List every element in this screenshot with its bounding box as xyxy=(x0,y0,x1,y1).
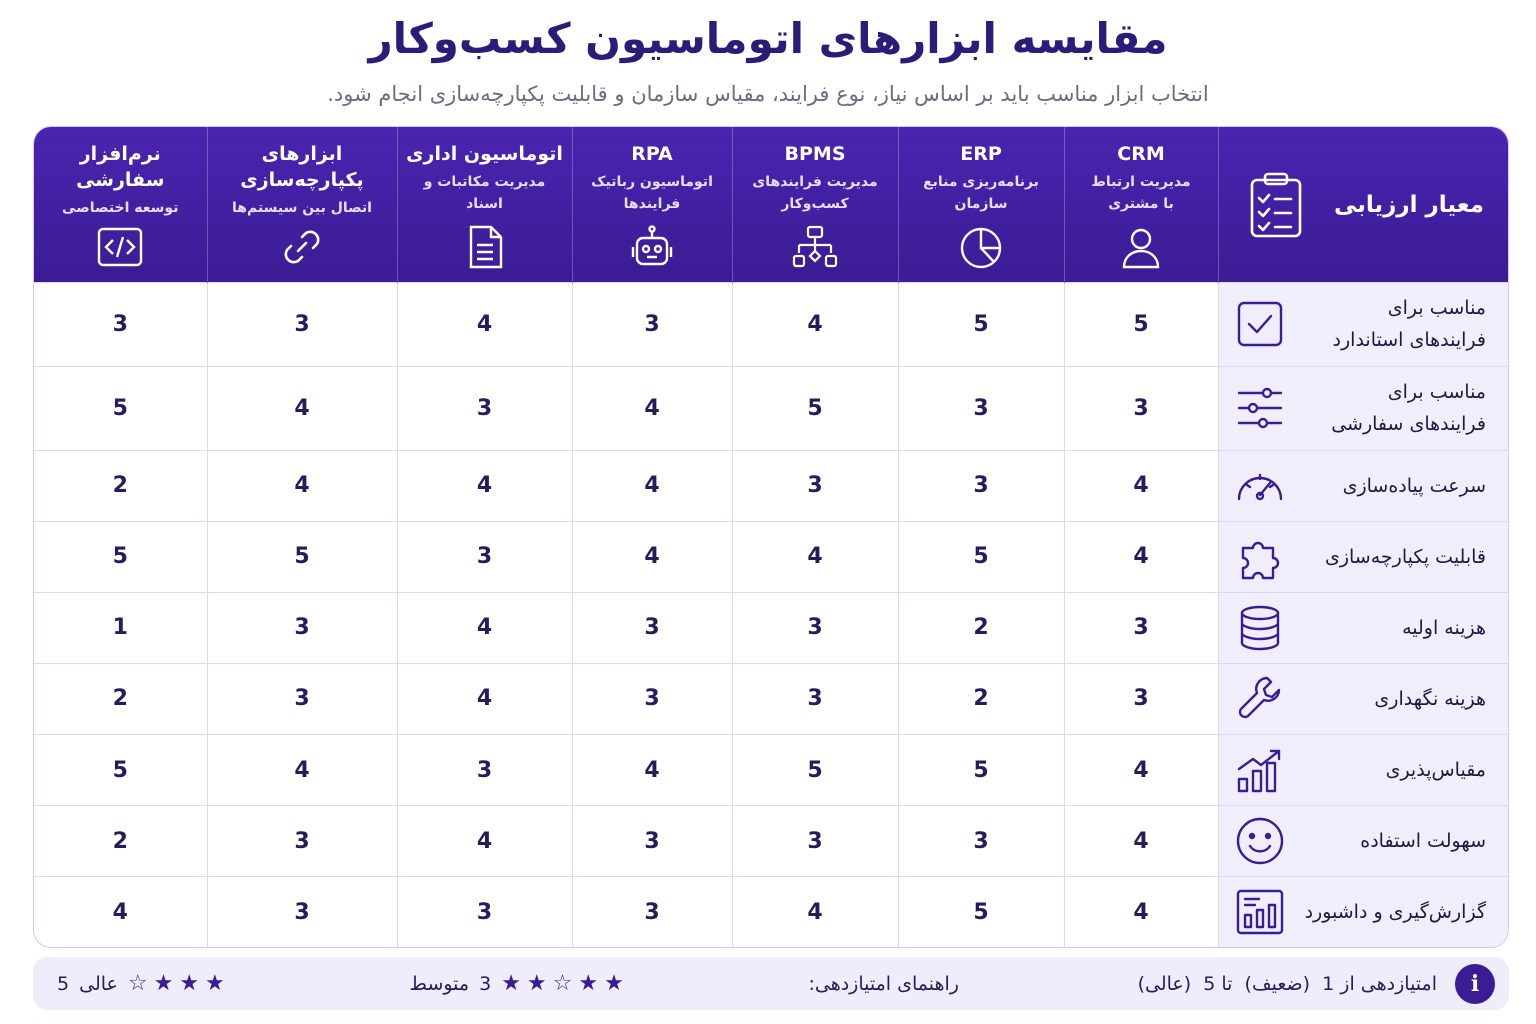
smiley-icon xyxy=(1233,814,1287,868)
table-row xyxy=(34,366,1508,450)
score-cell: 3 xyxy=(207,283,397,367)
document-icon xyxy=(461,223,509,271)
score-cell: 5 xyxy=(1064,283,1218,367)
score-cell: 3 xyxy=(572,663,732,734)
score-cell: 4 xyxy=(732,521,898,592)
score-cell: 5 xyxy=(34,735,207,806)
column-header-custom-software xyxy=(34,127,207,283)
column-header-bpms xyxy=(732,127,898,283)
medium-stars: ★★☆★★ xyxy=(501,971,630,996)
score-cell: 4 xyxy=(397,663,572,734)
score-cell: 4 xyxy=(572,450,732,521)
score-cell: 3 xyxy=(397,877,572,947)
score-cell: 4 xyxy=(1064,735,1218,806)
criteria-label: مناسب برای فرایندهای سفارشی xyxy=(1331,381,1486,436)
criteria-cell xyxy=(1218,806,1508,877)
criteria-cell xyxy=(1218,283,1508,367)
pie-chart-icon xyxy=(957,223,1005,271)
score-cell: 4 xyxy=(34,877,207,947)
score-cell: 3 xyxy=(898,366,1064,450)
column-title: ابزارهای پکپارچه‌سازی xyxy=(240,143,364,191)
table-row xyxy=(34,283,1508,367)
score-cell: 3 xyxy=(572,283,732,367)
scoring-legend xyxy=(33,957,1509,1010)
score-cell: 4 xyxy=(207,735,397,806)
column-subtitle: اتصال بین سیستم‌ها xyxy=(232,200,372,216)
criteria-label: سهولت استفاده xyxy=(1360,830,1486,853)
score-cell: 4 xyxy=(572,366,732,450)
user-icon xyxy=(1117,223,1165,271)
score-cell: 2 xyxy=(34,663,207,734)
score-cell: 4 xyxy=(397,450,572,521)
criteria-header-label: معیار ارزیابی xyxy=(1333,191,1484,218)
criteria-label: مقیاس‌پذیری xyxy=(1385,759,1486,782)
score-cell: 5 xyxy=(34,521,207,592)
sliders-icon xyxy=(1233,381,1287,435)
scale-text: امتیازدهی از 1 (ضعیف) تا 5 (عالی) xyxy=(1137,972,1437,995)
column-title: اتوماسیون اداری xyxy=(406,143,563,165)
speedometer-icon xyxy=(1233,459,1287,513)
column-subtitle: توسعه اختصاصی xyxy=(62,200,179,216)
score-cell: 4 xyxy=(572,521,732,592)
score-cell: 4 xyxy=(1064,521,1218,592)
score-cell: 3 xyxy=(732,592,898,663)
excellent-rating xyxy=(57,971,231,996)
column-title: RPA xyxy=(631,143,673,165)
criteria-cell xyxy=(1218,735,1508,806)
comparison-table xyxy=(33,126,1509,948)
column-title: CRM xyxy=(1117,143,1165,165)
score-cell: 2 xyxy=(898,592,1064,663)
criteria-cell xyxy=(1218,521,1508,592)
score-cell: 4 xyxy=(1064,450,1218,521)
process-flow-icon xyxy=(791,223,839,271)
table-row xyxy=(34,735,1508,806)
score-cell: 3 xyxy=(207,877,397,947)
score-cell: 4 xyxy=(732,283,898,367)
score-cell: 5 xyxy=(898,521,1064,592)
score-cell: 3 xyxy=(572,592,732,663)
score-cell: 2 xyxy=(34,806,207,877)
score-cell: 3 xyxy=(397,735,572,806)
medium-rating xyxy=(409,971,629,996)
score-cell: 5 xyxy=(898,877,1064,947)
guide-label: راهنمای امتیازدهی: xyxy=(808,972,959,995)
score-cell: 3 xyxy=(207,592,397,663)
score-cell: 3 xyxy=(898,450,1064,521)
column-title: BPMS xyxy=(784,143,846,165)
excellent-label: عالی xyxy=(79,972,118,995)
score-cell: 3 xyxy=(207,806,397,877)
score-cell: 5 xyxy=(898,283,1064,367)
criteria-cell xyxy=(1218,450,1508,521)
score-cell: 1 xyxy=(34,592,207,663)
criteria-header xyxy=(1218,127,1508,283)
score-cell: 3 xyxy=(732,806,898,877)
page-title: مقایسه ابزارهای اتوماسیون کسب‌وکار xyxy=(368,14,1168,63)
score-cell: 5 xyxy=(898,735,1064,806)
table-row xyxy=(34,521,1508,592)
criteria-cell xyxy=(1218,877,1508,947)
column-header-integration-tools xyxy=(207,127,397,283)
checkbox-icon xyxy=(1233,297,1287,351)
wrench-icon xyxy=(1233,672,1287,726)
medium-value: 3 xyxy=(479,972,492,995)
excellent-stars: ★★★☆ xyxy=(127,971,231,996)
score-cell: 3 xyxy=(732,450,898,521)
code-icon xyxy=(96,223,144,271)
criteria-label: مناسب برای فرایندهای استاندارد xyxy=(1332,297,1486,352)
score-cell: 3 xyxy=(732,663,898,734)
column-header-rpa xyxy=(572,127,732,283)
criteria-label: هزینه نگهداری xyxy=(1374,687,1486,710)
score-cell: 3 xyxy=(1064,663,1218,734)
criteria-cell xyxy=(1218,592,1508,663)
column-subtitle: اتوماسیون رباتیک فرایندها xyxy=(591,174,713,212)
score-cell: 4 xyxy=(732,877,898,947)
table-row xyxy=(34,877,1508,947)
score-cell: 4 xyxy=(207,450,397,521)
score-cell: 3 xyxy=(572,877,732,947)
clipboard-checklist-icon xyxy=(1247,170,1305,240)
score-cell: 3 xyxy=(572,806,732,877)
score-cell: 5 xyxy=(34,366,207,450)
score-cell: 2 xyxy=(34,450,207,521)
score-cell: 5 xyxy=(207,521,397,592)
criteria-cell xyxy=(1218,663,1508,734)
column-subtitle: برنامه‌ریزی منابع سازمان xyxy=(923,174,1039,212)
table-row xyxy=(34,806,1508,877)
score-cell: 3 xyxy=(1064,592,1218,663)
score-cell: 5 xyxy=(732,366,898,450)
criteria-cell xyxy=(1218,366,1508,450)
score-cell: 4 xyxy=(1064,877,1218,947)
table-row xyxy=(34,663,1508,734)
score-cell: 3 xyxy=(34,283,207,367)
column-header-crm xyxy=(1064,127,1218,283)
score-cell: 4 xyxy=(207,366,397,450)
column-subtitle: مدیریت فرایندهای کسب‌وکار xyxy=(752,174,878,212)
score-cell: 3 xyxy=(898,806,1064,877)
criteria-label: هزینه اولیه xyxy=(1402,616,1486,639)
excellent-value: 5 xyxy=(57,972,70,995)
score-cell: 3 xyxy=(397,366,572,450)
table-row xyxy=(34,450,1508,521)
puzzle-icon xyxy=(1233,530,1287,584)
score-cell: 3 xyxy=(397,521,572,592)
medium-label: متوسط xyxy=(409,972,470,995)
column-subtitle: مدیریت ارتباط با مشتری xyxy=(1091,174,1191,212)
column-title: نرم‌افزار سفارشی xyxy=(76,143,165,191)
column-header-erp xyxy=(898,127,1064,283)
score-cell: 4 xyxy=(397,806,572,877)
page-subtitle: انتخاب ابزار مناسب باید بر اساس نیاز، نوع فرایند، مقیاس سازمان و قابلیت پکپارچه‌سازی انجام شود. xyxy=(327,82,1209,106)
robot-icon xyxy=(628,223,676,271)
column-title: ERP xyxy=(960,143,1002,165)
score-cell: 4 xyxy=(572,735,732,806)
column-header-office-automation xyxy=(397,127,572,283)
score-cell: 4 xyxy=(397,283,572,367)
score-cell: 3 xyxy=(1064,366,1218,450)
coins-stack-icon xyxy=(1233,601,1287,655)
criteria-label: گزارش‌گیری و داشبورد xyxy=(1304,901,1486,924)
table-row xyxy=(34,592,1508,663)
score-cell: 3 xyxy=(207,663,397,734)
score-cell: 2 xyxy=(898,663,1064,734)
column-subtitle: مدیریت مکاتبات و اسناد xyxy=(423,174,546,212)
score-cell: 5 xyxy=(732,735,898,806)
score-cell: 4 xyxy=(397,592,572,663)
growth-chart-icon xyxy=(1233,743,1287,797)
table-header-row xyxy=(34,127,1508,283)
criteria-label: قابلیت پکپارچه‌سازی xyxy=(1324,545,1486,568)
info-icon: i xyxy=(1455,964,1495,1004)
criteria-label: سرعت پیاده‌سازی xyxy=(1342,474,1486,497)
score-cell: 4 xyxy=(1064,806,1218,877)
link-icon xyxy=(278,223,326,271)
dashboard-report-icon xyxy=(1233,885,1287,939)
